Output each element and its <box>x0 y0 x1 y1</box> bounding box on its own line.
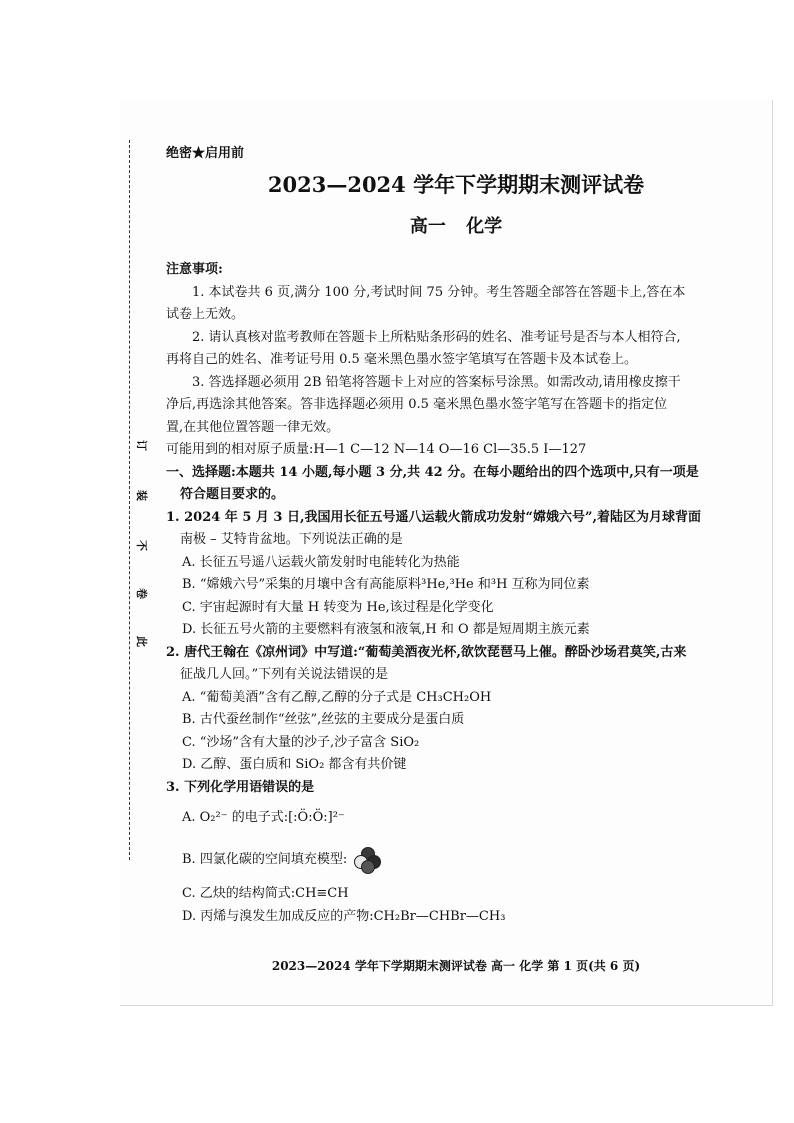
q2-stem-cont: 征战几人回。”下列有关说法错误的是 <box>180 667 389 682</box>
q3-option-c: C. 乙炔的结构简式:CH≡CH <box>182 886 349 901</box>
exam-content <box>166 143 746 928</box>
notes-line: 置,在其他位置答题一律无效。 <box>166 419 340 435</box>
notes-line: 3. 答选择题必须用 2B 铅笔将答题卡上对应的答案标号涂黑。如需改动,请用橡皮擦干 <box>192 374 681 390</box>
page-title: 2023—2024 学年下学期期末测评试卷 <box>267 172 645 197</box>
q2-stem: 2. 唐代王翰在《凉州词》中写道:“葡萄美酒夜光杯,欲饮琵琶马上催。醉卧沙场君莫笑,古来 <box>166 644 687 660</box>
side-char: 卷 <box>135 588 148 599</box>
q2-option-a: A. “葡萄美酒”含有乙醇,乙醇的分子式是 CH₃CH₂OH <box>182 689 492 705</box>
q2-option-b: B. 古代蚕丝制作“丝弦”,丝弦的主要成分是蛋白质 <box>182 712 465 727</box>
space-filling-model-icon <box>353 847 381 873</box>
q1-stem-cont: 南极 – 艾特肯盆地。下列说法正确的是 <box>180 532 403 547</box>
q3-option-b <box>166 837 746 883</box>
section-heading-cont: 符合题目要求的。 <box>180 487 285 502</box>
side-char: 此 <box>135 636 148 647</box>
binding-dashed-line <box>129 140 130 860</box>
side-char: 订 <box>135 440 148 451</box>
notes-line: 试卷上无效。 <box>166 307 245 322</box>
q1-stem: 1. 2024 年 5 月 3 日,我国用长征五号遥八运载火箭成功发射“嫦娥六号”,着陆区为月球背面 <box>166 509 702 525</box>
notes-line: 净后,再选涂其他答案。答非选择题必须用 0.5 毫米黑色墨水签字笔写在答题卡的指定位 <box>166 397 668 412</box>
side-char: 装 <box>135 490 148 501</box>
notes-line: 1. 本试卷共 6 页,满分 100 分,考试时间 75 分钟。考生答题全部答在答题卡上,答在本 <box>192 284 686 300</box>
q3-option-a: A. O₂²⁻ 的电子式:[:Ö:Ö:]²⁻ <box>182 810 345 825</box>
q2-option-d: D. 乙醇、蛋白质和 SiO₂ 都含有共价键 <box>182 757 407 772</box>
q1-option-d: D. 长征五号火箭的主要燃料有液氢和液氧,H 和 O 都是短周期主族元素 <box>182 622 590 637</box>
atomic-masses: 可能用到的相对原子质量:H—1 C—12 N—14 O—16 Cl—35.5 I—127 <box>166 442 587 457</box>
subject-title: 高一 化学 <box>409 216 503 237</box>
notes-heading: 注意事项: <box>166 262 223 277</box>
side-char: 不 <box>135 540 148 551</box>
page-footer: 2023—2024 学年下学期期末测评试卷 高一 化学 第 1 页(共 6 页) <box>271 959 641 973</box>
q3-option-d: D. 丙烯与溴发生加成反应的产物:CH₂Br—CHBr—CH₃ <box>182 908 506 924</box>
q1-option-c: C. 宇宙起源时有大量 H 转变为 He,该过程是化学变化 <box>182 599 494 615</box>
q3-stem: 3. 下列化学用语错误的是 <box>166 779 315 795</box>
notes-line: 再将自己的姓名、准考证号用 0.5 毫米黑色墨水签字笔填写在答题卡及本试卷上。 <box>166 352 637 367</box>
q2-option-c: C. “沙场”含有大量的沙子,沙子富含 SiO₂ <box>182 734 420 750</box>
q1-option-a: A. 长征五号遥八运载火箭发射时电能转化为热能 <box>182 554 460 570</box>
notes-line: 2. 请认真核对监考教师在答题卡上所粘贴条形码的姓名、准考证号是否与本人相符合, <box>192 329 681 345</box>
q3-option-b-text: B. 四氯化碳的空间填充模型: <box>182 852 348 867</box>
q1-option-b: B. “嫦娥六号”采集的月壤中含有高能原料³He,³He 和³H 互称为同位素 <box>182 577 590 592</box>
section-heading: 一、选择题:本题共 14 小题,每小题 3 分,共 42 分。在每小题给出的四个选项中,只有一项是 <box>166 464 699 480</box>
secret-label: 绝密★启用前 <box>166 146 245 161</box>
